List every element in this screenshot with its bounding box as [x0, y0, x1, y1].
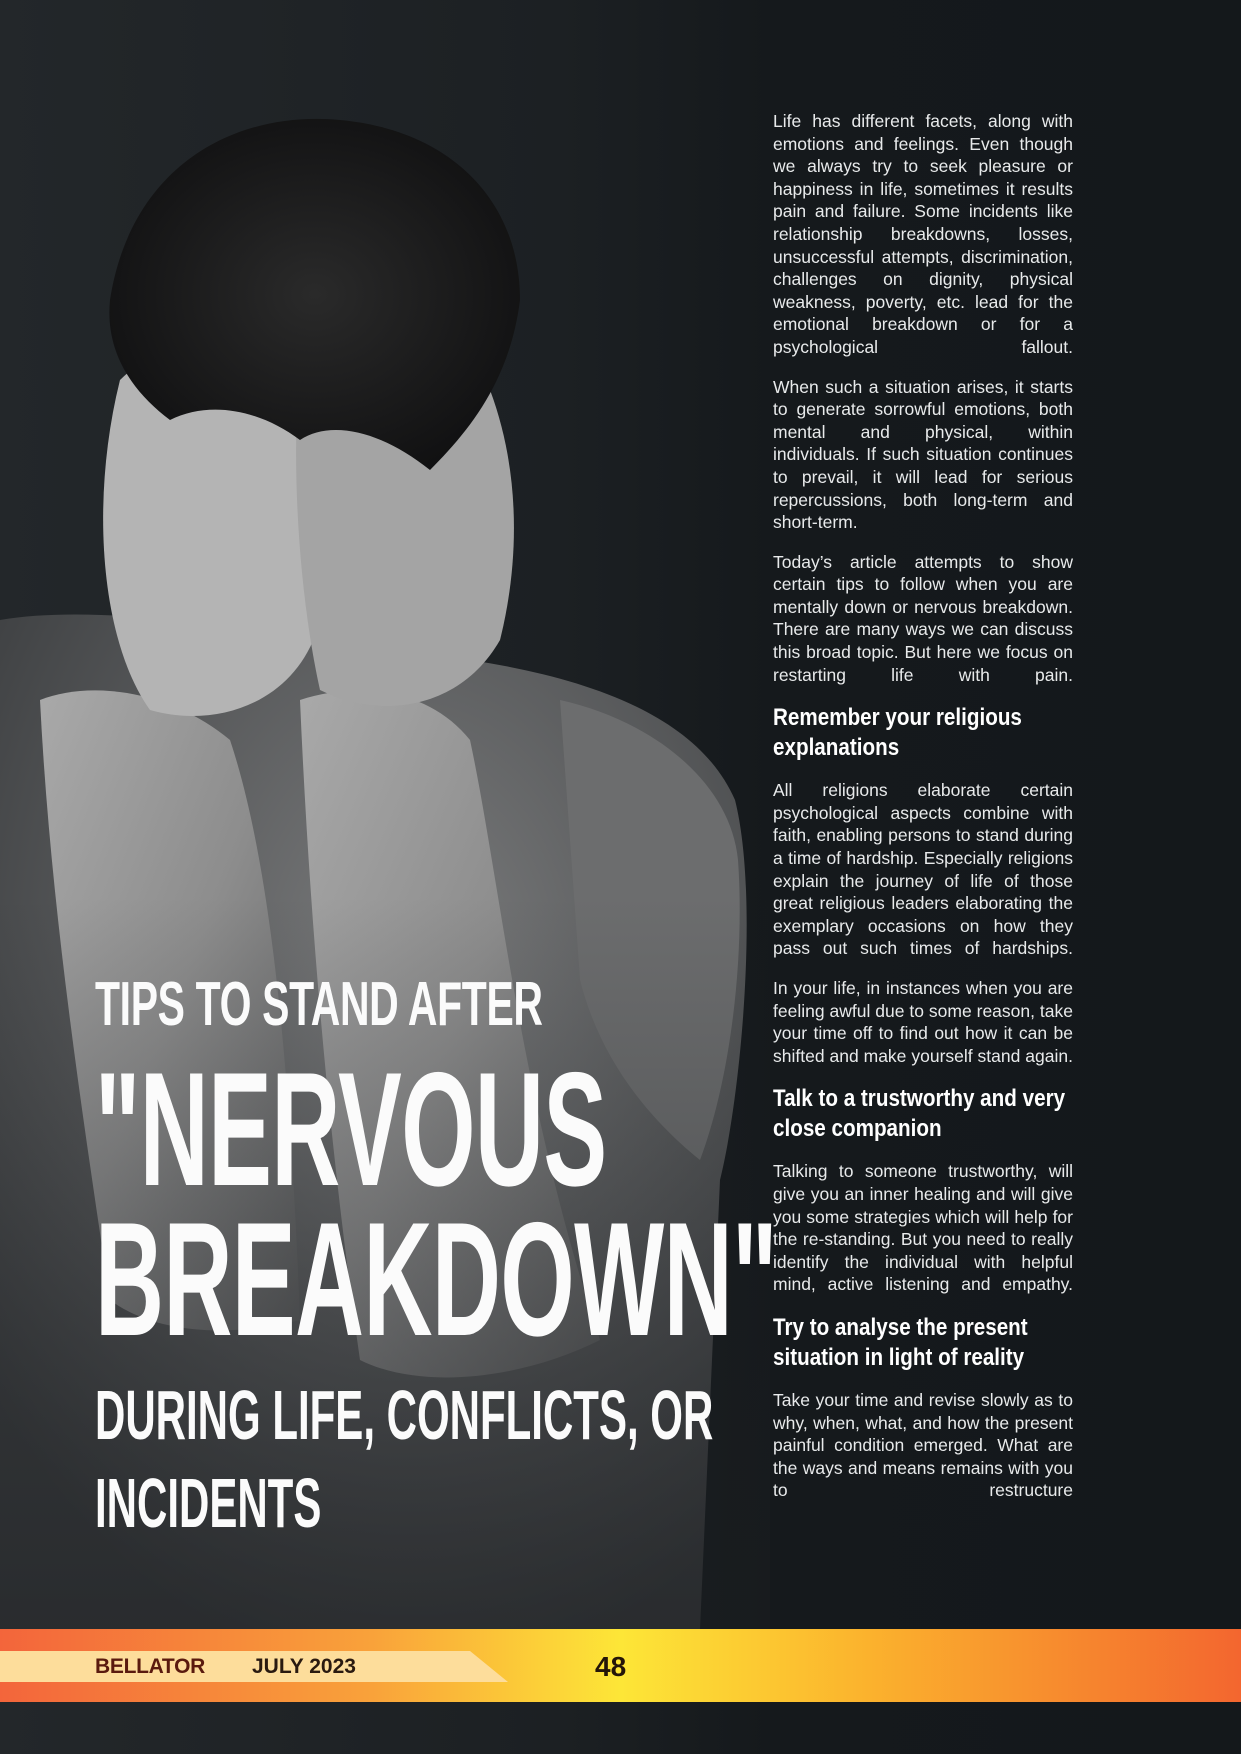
issue-date: JULY 2023	[252, 1655, 356, 1678]
headline	[95, 965, 777, 1547]
magazine-name: BELLATOR	[95, 1655, 205, 1678]
headline-sub-line1: DURING LIFE, CONFLICTS, OR	[95, 1376, 714, 1454]
headline-main-line1: "NERVOUS	[95, 1039, 607, 1220]
subheading-companion: Talk to a trustworthy and very close companion	[773, 1085, 1066, 1143]
paragraph-religions: All religions elaborate certain psychological aspects combine with faith, enabling persons to stand during a time of hardship. Especially religions explain the journey of life of those great religious leaders elaborating the exemplary occasions on how they pass out such times of hardships.	[773, 780, 1073, 959]
paragraph-situation: When such a situation arises, it starts to generate sorrowful emotions, both mental and physical, within individuals. If such situation continues to prevail, it will lead for serious repercussions, both long-term and short-term.	[773, 376, 1073, 533]
subheading-analyse: Try to analyse the present situation in light of reality	[773, 1313, 1028, 1371]
headline-sub-line2: INCIDENTS	[95, 1464, 322, 1542]
page-number: 48	[595, 1651, 627, 1682]
subheading-religious: Remember your religious explanations	[773, 704, 1022, 762]
paragraph-time-off: In your life, in instances when you are feeling awful due to some reason, take your time off to find out how it can be shifted and make yourself stand again.	[773, 978, 1073, 1066]
headline-main-line2: BREAKDOWN"	[95, 1189, 777, 1370]
paragraph-analyse: Take your time and revise slowly as to why, when, what, and how the present painful condition emerged. What are the ways and means remains with you to restructure	[773, 1389, 1073, 1501]
paragraph-companion: Talking to someone trustworthy, will give you an inner healing and will give you some strategies which will help for the re-standing. But you need to really identify the individual with helpful mind, active listening and empathy.	[773, 1161, 1073, 1295]
headline-kicker: TIPS TO STAND AFTER	[95, 970, 543, 1039]
article-column	[773, 110, 1073, 1502]
paragraph-intro: Life has different facets, along with emotions and feelings. Even though we always try to seek pleasure or happiness in life, sometimes it results pain and failure. Some incidents like relationship breakdowns, losses, unsuccessful attempts, discrimination, challenges on dignity, physical weakness, poverty, etc. lead for the emotional breakdown or for a psychological fallout.	[773, 111, 1073, 357]
paragraph-purpose: Today’s article attempts to show certain tips to follow when you are mentally down or nervous breakdown. There are many ways we can discuss this broad topic. But here we focus on restarting life with pain.	[773, 551, 1073, 685]
